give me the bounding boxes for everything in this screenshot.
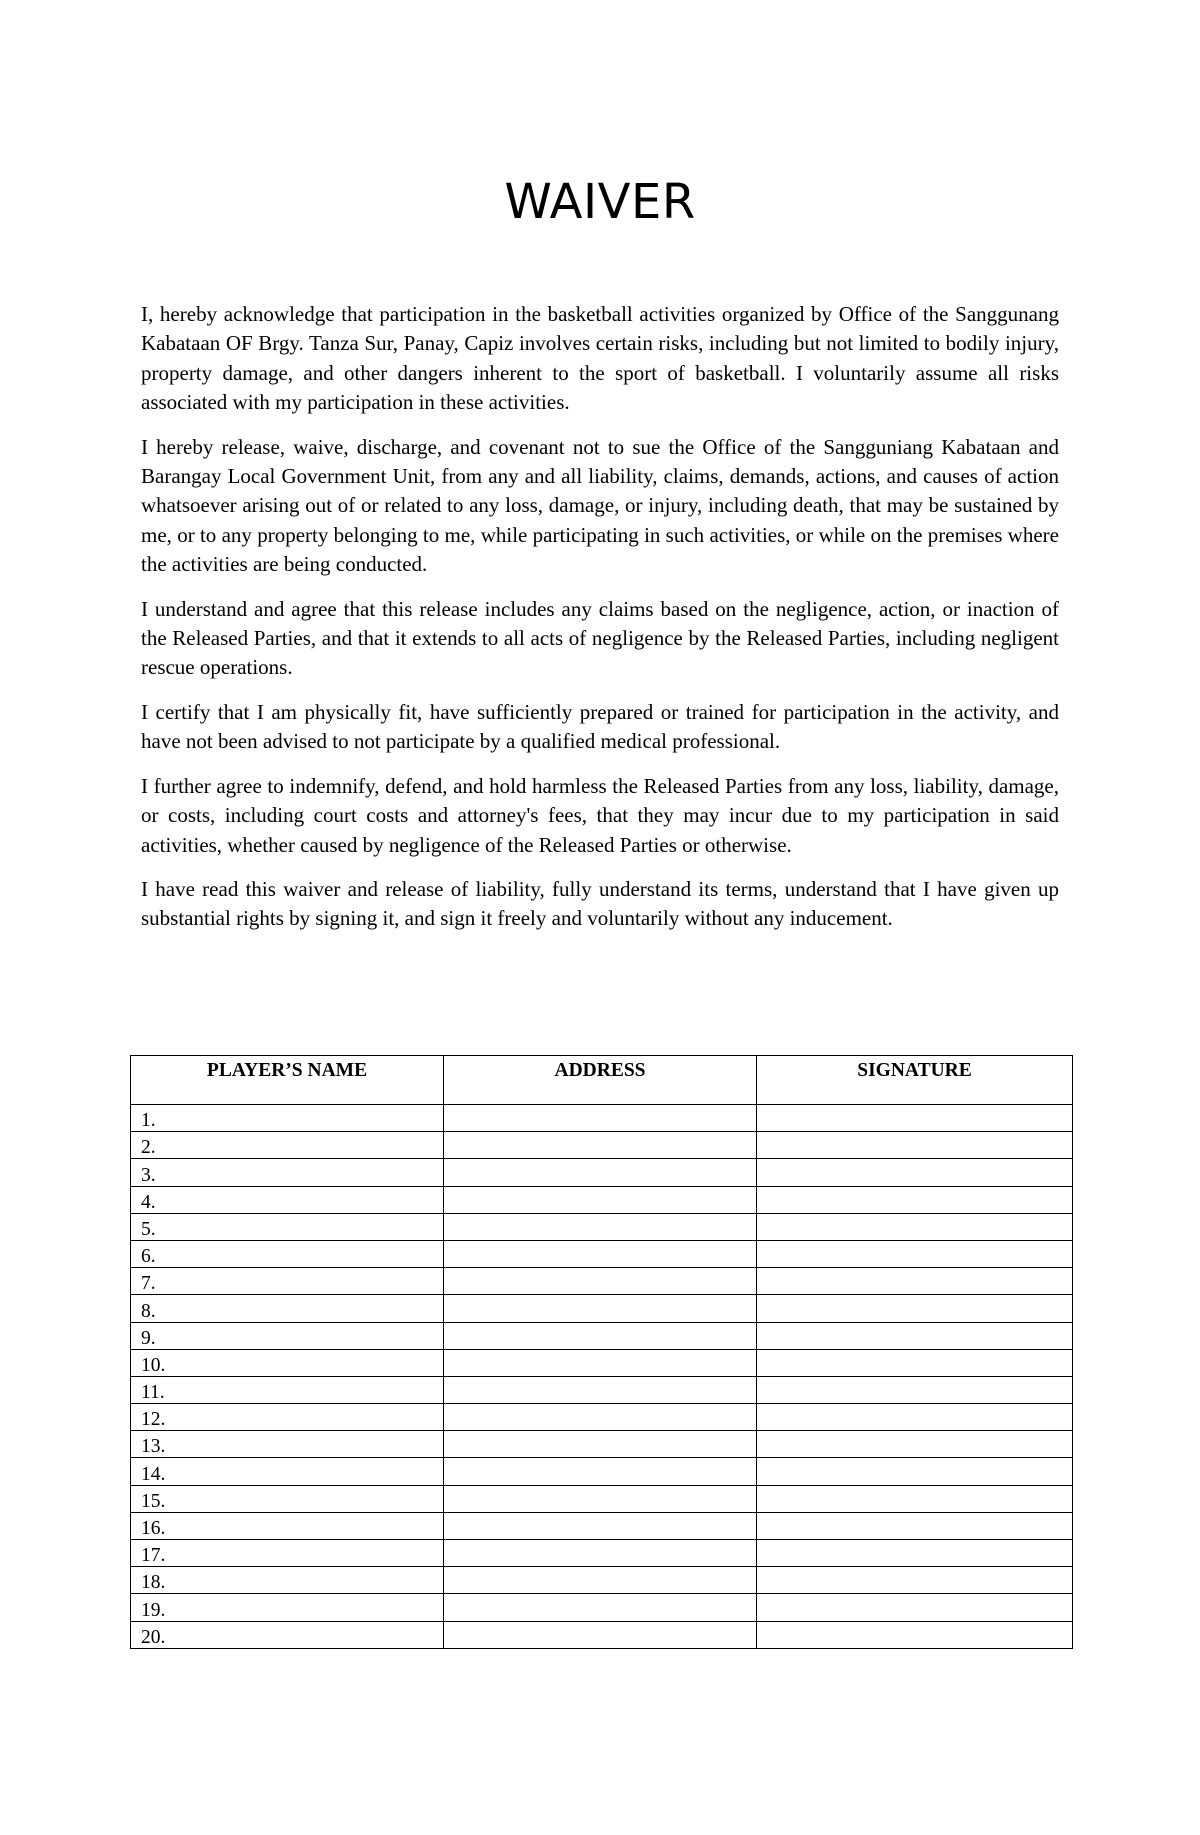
- table-row: [131, 1376, 1073, 1403]
- address-cell[interactable]: [444, 1621, 757, 1648]
- signature-cell[interactable]: [757, 1431, 1073, 1458]
- player-name-cell[interactable]: 7.: [131, 1268, 444, 1295]
- address-cell[interactable]: [444, 1349, 757, 1376]
- address-cell[interactable]: [444, 1567, 757, 1594]
- address-cell[interactable]: [444, 1404, 757, 1431]
- table-row: [131, 1404, 1073, 1431]
- player-name-cell[interactable]: 17.: [131, 1540, 444, 1567]
- signature-cell[interactable]: [757, 1404, 1073, 1431]
- address-cell[interactable]: [444, 1268, 757, 1295]
- table-row: [131, 1567, 1073, 1594]
- player-name-cell[interactable]: 4.: [131, 1186, 444, 1213]
- address-cell[interactable]: [444, 1512, 757, 1539]
- address-cell[interactable]: [444, 1376, 757, 1403]
- address-cell[interactable]: [444, 1485, 757, 1512]
- table-body: [131, 1105, 1073, 1649]
- address-cell[interactable]: [444, 1295, 757, 1322]
- signature-cell[interactable]: [757, 1132, 1073, 1159]
- address-cell[interactable]: [444, 1594, 757, 1621]
- signature-cell[interactable]: [757, 1376, 1073, 1403]
- signature-cell[interactable]: [757, 1240, 1073, 1267]
- player-name-cell[interactable]: 16.: [131, 1512, 444, 1539]
- table-row: [131, 1594, 1073, 1621]
- signature-cell[interactable]: [757, 1159, 1073, 1186]
- player-name-cell[interactable]: 9.: [131, 1322, 444, 1349]
- table-row: [131, 1431, 1073, 1458]
- table-row: [131, 1105, 1073, 1132]
- address-cell[interactable]: [444, 1240, 757, 1267]
- player-name-cell[interactable]: 8.: [131, 1295, 444, 1322]
- signature-cell[interactable]: [757, 1322, 1073, 1349]
- address-cell[interactable]: [444, 1322, 757, 1349]
- signature-cell[interactable]: [757, 1186, 1073, 1213]
- signature-cell[interactable]: [757, 1268, 1073, 1295]
- page-title: WAIVER: [504, 174, 696, 231]
- table-row: [131, 1213, 1073, 1240]
- player-name-cell[interactable]: 1.: [131, 1105, 444, 1132]
- address-cell[interactable]: [444, 1105, 757, 1132]
- table-row: [131, 1159, 1073, 1186]
- player-roster-table: [130, 1055, 1073, 1649]
- player-name-cell[interactable]: 12.: [131, 1404, 444, 1431]
- player-name-cell[interactable]: 5.: [131, 1213, 444, 1240]
- player-name-cell[interactable]: 18.: [131, 1567, 444, 1594]
- player-name-cell[interactable]: 13.: [131, 1431, 444, 1458]
- table-row: [131, 1186, 1073, 1213]
- address-cell[interactable]: [444, 1540, 757, 1567]
- table-row: [131, 1512, 1073, 1539]
- paragraph-risk-acknowledgement: I, hereby acknowledge that participation in the basketball activities organized by Office of the Sanggunang Kabataan OF Brgy. Tanza Sur, Panay, Capiz involves certain risks, including but not limited to bodily injury, property damage, and other dangers inherent to the sport of basketball. I voluntarily assume all risks associated with my participation in these activities.: [141, 302, 1059, 415]
- player-name-cell[interactable]: 15.: [131, 1485, 444, 1512]
- table-row: [131, 1349, 1073, 1376]
- table-row: [131, 1540, 1073, 1567]
- player-name-cell[interactable]: 11.: [131, 1376, 444, 1403]
- signature-cell[interactable]: [757, 1485, 1073, 1512]
- paragraph-indemnify: I further agree to indemnify, defend, and hold harmless the Released Parties from any loss, liability, damage, or costs, including court costs and attorney's fees, that they may incur due to my participation in said activities, whether caused by negligence of the Released Parties or otherwise.: [141, 773, 1059, 857]
- paragraph-negligence: I understand and agree that this release includes any claims based on the negligence, action, or inaction of the Released Parties, and that it extends to all acts of negligence by the Released Parties, including negligent rescue operations.: [141, 596, 1059, 680]
- signature-cell[interactable]: [757, 1213, 1073, 1240]
- table-row: [131, 1485, 1073, 1512]
- player-name-cell[interactable]: 10.: [131, 1349, 444, 1376]
- player-name-cell[interactable]: 19.: [131, 1594, 444, 1621]
- signature-cell[interactable]: [757, 1295, 1073, 1322]
- table-header-row: [131, 1056, 1073, 1105]
- header-players-name: PLAYER’S NAME: [131, 1056, 444, 1105]
- player-name-cell[interactable]: 3.: [131, 1159, 444, 1186]
- signature-cell[interactable]: [757, 1105, 1073, 1132]
- table-row: [131, 1322, 1073, 1349]
- paragraph-release: I hereby release, waive, discharge, and covenant not to sue the Office of the Sangguniang Kabataan and Barangay Local Government Unit, from any and all liability, claims, demands, actions, and causes of action whatsoever arising out of or related to any loss, damage, or injury, including death, that may be sustained by me, or to any property belonging to me, while participating in such activities, or while on the premises where the activities are being conducted.: [141, 434, 1059, 577]
- table-row: [131, 1268, 1073, 1295]
- player-name-cell[interactable]: 14.: [131, 1458, 444, 1485]
- signature-cell[interactable]: [757, 1594, 1073, 1621]
- signature-cell[interactable]: [757, 1512, 1073, 1539]
- signature-cell[interactable]: [757, 1540, 1073, 1567]
- address-cell[interactable]: [444, 1458, 757, 1485]
- address-cell[interactable]: [444, 1132, 757, 1159]
- address-cell[interactable]: [444, 1159, 757, 1186]
- player-name-cell[interactable]: 6.: [131, 1240, 444, 1267]
- signature-cell[interactable]: [757, 1567, 1073, 1594]
- waiver-body: [141, 300, 1059, 949]
- signature-cell[interactable]: [757, 1458, 1073, 1485]
- table-row: [131, 1295, 1073, 1322]
- table-row: [131, 1132, 1073, 1159]
- player-name-cell[interactable]: 20.: [131, 1621, 444, 1648]
- table-row: [131, 1458, 1073, 1485]
- address-cell[interactable]: [444, 1431, 757, 1458]
- header-address: ADDRESS: [444, 1056, 757, 1105]
- signature-cell[interactable]: [757, 1621, 1073, 1648]
- table-row: [131, 1621, 1073, 1648]
- signature-cell[interactable]: [757, 1349, 1073, 1376]
- paragraph-fitness: I certify that I am physically fit, have sufficiently prepared or trained for participation in the activity, and have not been advised to not participate by a qualified medical professional.: [141, 699, 1059, 754]
- address-cell[interactable]: [444, 1186, 757, 1213]
- header-signature: SIGNATURE: [757, 1056, 1073, 1105]
- table-row: [131, 1240, 1073, 1267]
- address-cell[interactable]: [444, 1213, 757, 1240]
- player-name-cell[interactable]: 2.: [131, 1132, 444, 1159]
- paragraph-acceptance: I have read this waiver and release of liability, fully understand its terms, understand that I have given up substantial rights by signing it, and sign it freely and voluntarily without any inducement.: [141, 876, 1059, 931]
